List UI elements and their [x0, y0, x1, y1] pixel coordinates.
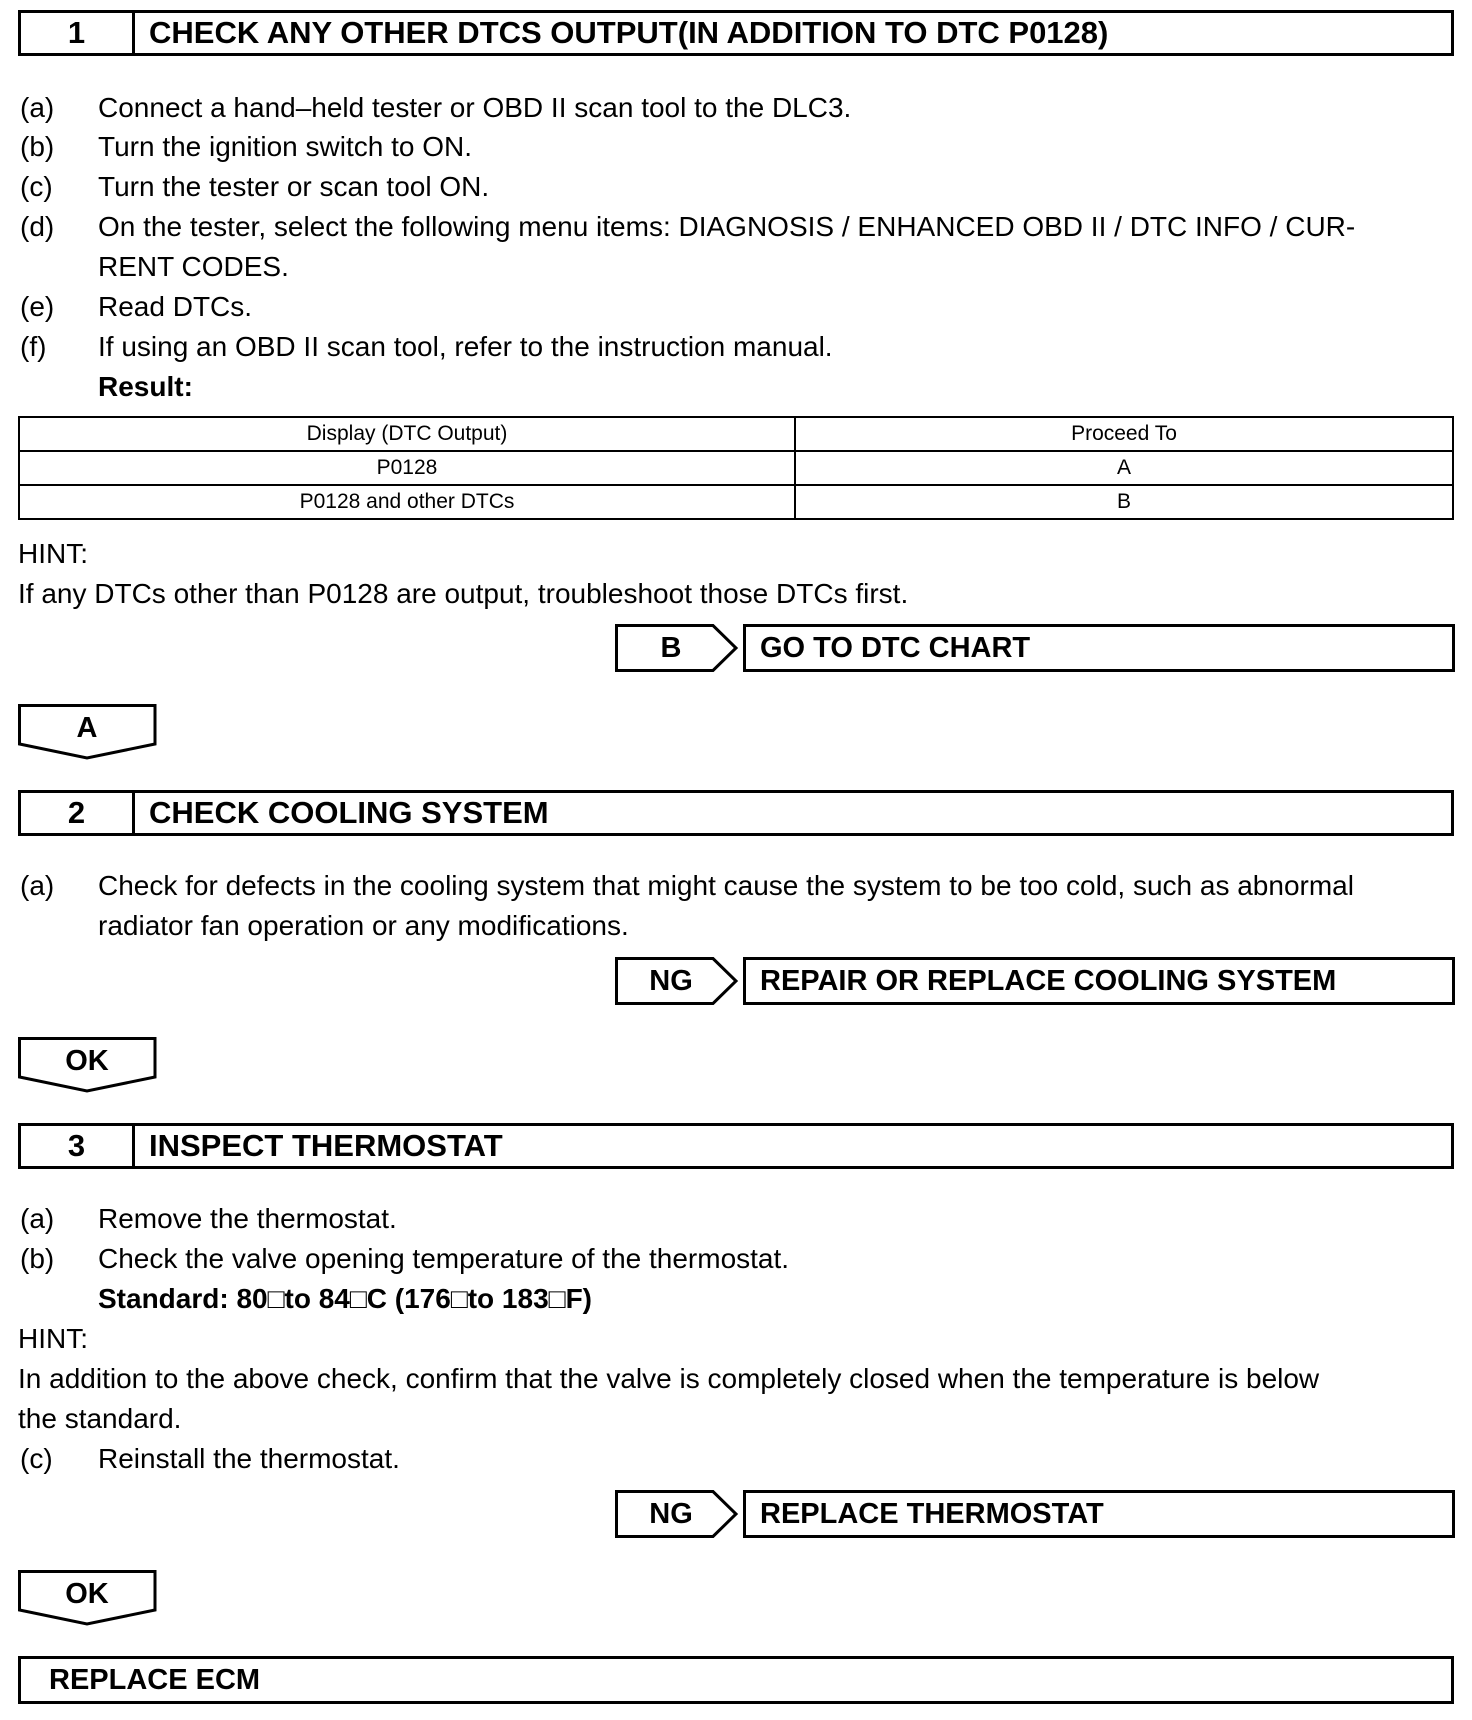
standard-spec: Standard: 80□to 84□C (176□to 183□F) [98, 1283, 592, 1314]
branch-action: GO TO DTC CHART [743, 624, 1455, 672]
decision-branch [615, 624, 1455, 672]
flow-label: A [76, 712, 98, 744]
item-text: Check for defects in the cooling system that might cause the system to be too cold, such as abnormal [98, 870, 1354, 901]
item-label: (b) [20, 1243, 55, 1274]
item-label: (a) [20, 1203, 55, 1234]
step-title: INSPECT THERMOSTAT [149, 1128, 503, 1163]
result-table [18, 416, 1454, 520]
item-label: (a) [20, 870, 55, 901]
item-label: (e) [20, 291, 55, 322]
item-label: (c) [20, 1443, 53, 1474]
item-text: Connect a hand–held tester or OBD II scan tool to the DLC3. [98, 92, 852, 123]
item-text: On the tester, select the following menu items: DIAGNOSIS / ENHANCED OBD II / DTC INFO / CUR- [98, 211, 1356, 242]
branch-result: NG [649, 965, 693, 997]
table-header-row [19, 417, 1453, 451]
flow-label: OK [65, 1578, 109, 1610]
flow-indicator [18, 1570, 158, 1626]
table-row [19, 485, 1453, 519]
step-3-header [18, 1123, 1454, 1169]
table-cell: P0128 [19, 451, 795, 485]
item-label: (d) [20, 211, 55, 242]
step-number: 3 [21, 1126, 135, 1166]
table-cell: B [795, 485, 1453, 519]
decision-branch [615, 957, 1455, 1005]
branch-action: REPLACE THERMOSTAT [743, 1490, 1455, 1538]
step-number: 1 [21, 13, 135, 53]
table-row [19, 451, 1453, 485]
item-text: Read DTCs. [98, 291, 253, 322]
flow-indicator [18, 704, 158, 760]
item-label: (a) [20, 92, 55, 123]
item-text: Check the valve opening temperature of the thermostat. [98, 1243, 790, 1274]
item-text: If using an OBD II scan tool, refer to the instruction manual. [98, 331, 833, 362]
item-label: (c) [20, 171, 53, 202]
table-cell: P0128 and other DTCs [19, 485, 795, 519]
branch-result: B [660, 632, 682, 664]
flow-label: OK [65, 1045, 109, 1077]
table-header: Proceed To [795, 417, 1453, 451]
hint-text-continued: the standard. [18, 1403, 182, 1434]
decision-branch [615, 1490, 1455, 1538]
item-text-continued: RENT CODES. [98, 251, 289, 282]
flow-indicator [18, 1037, 158, 1093]
step-title: CHECK ANY OTHER DTCS OUTPUT(IN ADDITION TO DTC P0128) [149, 15, 1109, 50]
step-2-header [18, 790, 1454, 836]
result-label: Result: [98, 371, 193, 402]
item-text: Turn the ignition switch to ON. [98, 131, 473, 162]
hint-text: In addition to the above check, confirm that the valve is completely closed when the temperature is below [18, 1363, 1320, 1394]
final-action: REPLACE ECM [18, 1656, 1454, 1704]
branch-action: REPAIR OR REPLACE COOLING SYSTEM [743, 957, 1455, 1005]
hint-label: HINT: [18, 538, 88, 569]
step-number: 2 [21, 793, 135, 833]
hint-text: If any DTCs other than P0128 are output, troubleshoot those DTCs first. [18, 578, 909, 609]
item-text: Remove the thermostat. [98, 1203, 397, 1234]
item-label: (b) [20, 131, 55, 162]
step-title: CHECK COOLING SYSTEM [149, 795, 549, 830]
item-text-continued: radiator fan operation or any modifications. [98, 910, 629, 941]
item-label: (f) [20, 331, 47, 362]
branch-result: NG [649, 1498, 693, 1530]
table-cell: A [795, 451, 1453, 485]
step-1-header [18, 10, 1454, 56]
table-header: Display (DTC Output) [19, 417, 795, 451]
hint-label: HINT: [18, 1323, 88, 1354]
item-text: Turn the tester or scan tool ON. [98, 171, 490, 202]
item-text: Reinstall the thermostat. [98, 1443, 400, 1474]
